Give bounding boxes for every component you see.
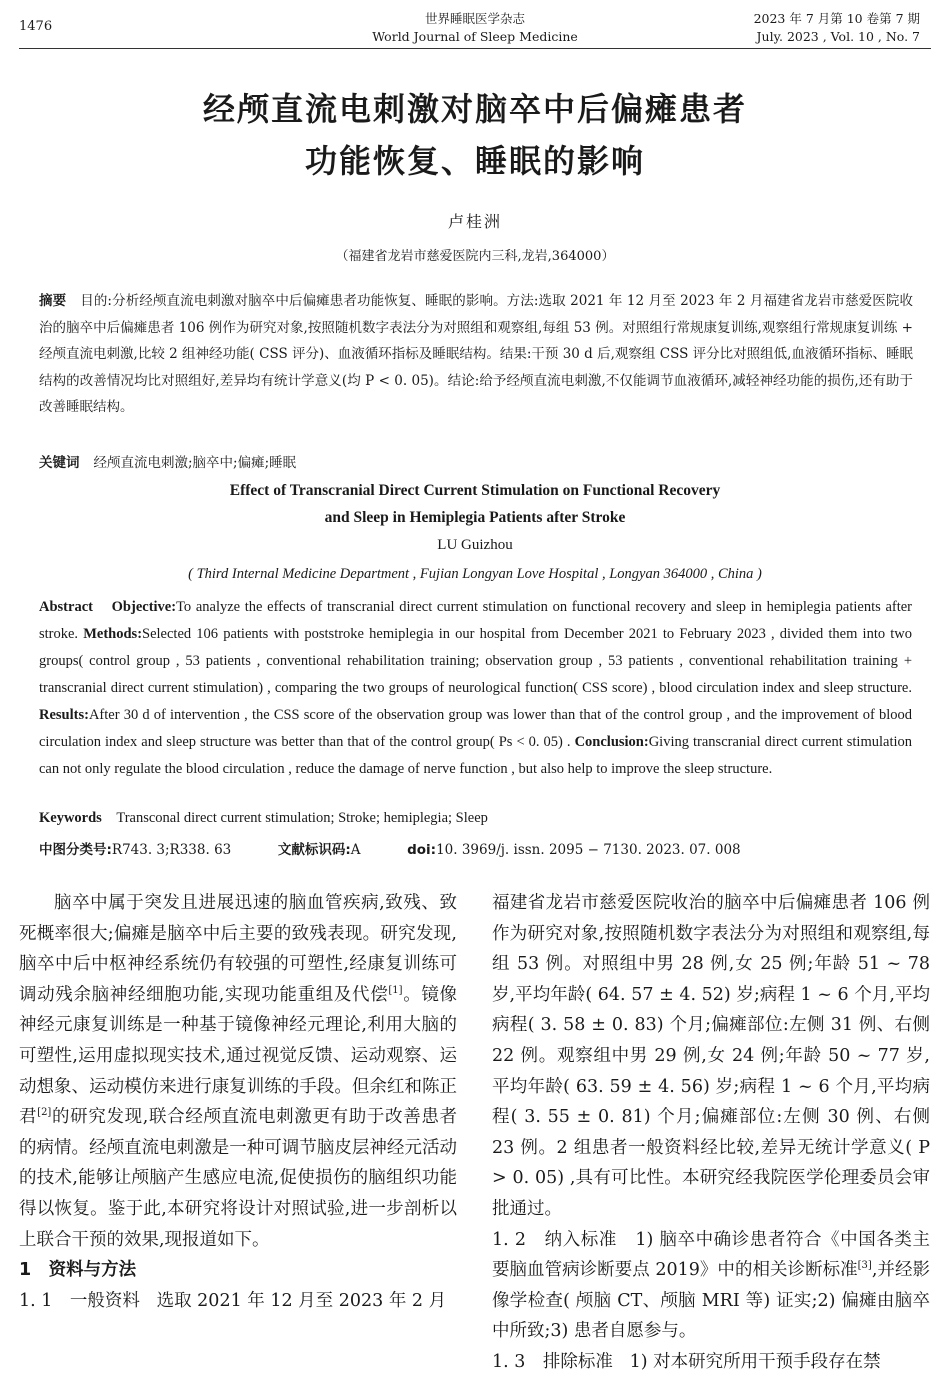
title-cn-line2: 功能恢复、睡眠的影响: [304, 142, 645, 180]
abstract-cn-text: 目的:分析经颅直流电刺激对脑卒中后偏瘫患者功能恢复、睡眠的影响。方法:选取 2021 年 12 月至 2023 年 2 月福建省龙岩市慈爱医院收治的脑卒中后偏瘫患者 106 例作为研究对象,按照随机数字表法分为对照组和观察组,每组 53 例。对照组行常规康复训练,观察组行常规康复训练 + 经颅直流电刺激,比较 2 组神经功能( CSS 评分)、血液循环指标及睡眠结构。结果:干预 30 d 后,观察组 CSS 评分比对照组低,血液循环指标、睡眠结构的改善情况均比对照组好,差异均有统计学意义(均 P < 0. 05)。结论:给予经颅直流电刺激,不仅能调节血液循环,减轻神经功能的损伤,还有助于改善睡眠结构。: [39, 293, 914, 415]
clc-value: R743. 3;R338. 63: [111, 842, 232, 858]
subsection-1-1: [19, 1286, 457, 1317]
ref-2: [2]: [37, 1107, 52, 1119]
subsection-1-2: [492, 1225, 930, 1347]
clc-label: 中图分类号:: [39, 842, 112, 858]
intro-text-a: 脑卒中属于突发且进展迅速的脑血管疾病,致残、致死概率很大;偏瘫是脑卒中后主要的致残表现。研究发现,脑卒中后中枢神经系统仍有较强的可塑性,经康复训练可调动残余脑神经细胞功能,实现功能重组及代偿: [19, 893, 457, 1005]
abstract-en-label: Abstract: [39, 599, 93, 615]
journal-name-cn: 世界睡眠医学杂志: [424, 11, 525, 26]
journal-name-en: World Journal of Sleep Medicine: [372, 29, 578, 44]
keywords-en-text: Transconal direct current stimulation; Stroke; hemiplegia; Sleep: [116, 810, 488, 826]
affiliation-cn: （福建省龙岩市慈爱医院内三科,龙岩,364000）: [335, 249, 615, 264]
affiliation-en: ( Third Internal Medicine Department , Fujian Longyan Love Hospital , Longyan 364000 , China ): [188, 566, 762, 582]
doi-value: 10. 3969/j. issn. 2095 − 7130. 2023. 07. 008: [436, 842, 741, 858]
subsection-1-2-text-b: ,并经影像学检查( 颅脑 CT、颅脑 MRI 等) 证实;2) 偏瘫由脑卒中所致;3) 患者自愿参与。: [492, 1260, 930, 1342]
keywords-cn-text: 经颅直流电刺激;脑卒中;偏瘫;睡眠: [93, 455, 297, 471]
subsection-1-2-label: 1. 2 纳入标准: [492, 1229, 617, 1250]
classification-line: [39, 838, 741, 858]
results-label: Results:: [39, 707, 89, 723]
abstract-cn-label: 摘要: [39, 293, 67, 309]
objective-label: Objective:: [111, 599, 177, 615]
keywords-cn: [39, 451, 296, 475]
intro-text-c: 的研究发现,联合经颅直流电刺激更有助于改善患者的病情。经颅直流电刺激是一种可调节脑皮层神经元活动的技术,能够让颅脑产生感应电流,促使损伤的脑组织功能得以恢复。鉴于此,本研究将设计对照试验,进一步剖析以上联合干预的效果,现报道如下。: [19, 1107, 458, 1250]
intro-text-b: 。镜像神经元康复训练是一种基于镜像神经元理论,利用大脑的可塑性,运用虚拟现实技术,通过视觉反馈、运动观察、运动想象、运动模仿来进行康复训练的手段。但余红和陈正君: [19, 984, 458, 1128]
page-number: 1476: [19, 19, 53, 34]
title-en-line2: and Sleep in Hemiplegia Patients after Stroke: [324, 509, 626, 526]
issue-info: [754, 10, 920, 46]
title-cn-line1: 经颅直流电刺激对脑卒中后偏瘫患者: [202, 90, 747, 128]
abstract-cn: [39, 288, 913, 421]
methods-label: Methods:: [83, 626, 143, 642]
general-data-paragraph: 福建省龙岩市慈爱医院收治的脑卒中后偏瘫患者 106 例作为研究对象,按照随机数字表法分为对照组和观察组,每组 53 例。对照组中男 28 例,女 25 例;年龄 51 ~ 78 岁,平均年龄( 64. 57 ± 4. 52) 岁;病程 1 ~ 6 个月,平均病程( 3. 58 ± 0. 83) 个月;偏瘫部位:左侧 31 例、右侧 22 例。观察组中男 29 例,女 24 例;年龄 50 ~ 77 岁,平均年龄( 63. 59 ± 4. 56) 岁;病程 1 ~ 6 个月,平均病程( 3. 55 ± 0. 81) 个月;偏瘫部位:左侧 30 例、右侧 23 例。2 组患者一般资料经比较,差异无统计学意义( P > 0. 05) ,具有可比性。本研究经我院医学伦理委员会审批通过。: [492, 893, 930, 1219]
doi-label: doi:: [407, 842, 437, 858]
section-1-heading: 1 资料与方法: [19, 1260, 137, 1281]
issue-info-cn: 2023 年 7 月第 10 卷第 7 期: [753, 11, 920, 26]
subsection-1-3-text: 1) 对本研究所用干预手段存在禁: [629, 1351, 881, 1372]
body-left-column: [19, 888, 457, 1316]
abstract-en: [39, 594, 912, 783]
author-en: LU Guizhou: [437, 537, 513, 553]
keywords-en-label: Keywords: [39, 810, 102, 826]
subsection-1-3-label: 1. 3 排除标准: [492, 1351, 613, 1372]
title-en-line1: Effect of Transcranial Direct Current Stimulation on Functional Recovery: [229, 482, 721, 499]
doc-code-label: 文献标识码:: [277, 842, 351, 858]
journal-name: [300, 10, 650, 46]
ref-3: [3]: [857, 1260, 872, 1272]
methods-text: Selected 106 patients with poststroke hemiplegia in our hospital from December 2021 to February 2023 , divided them into two groups( control group , 53 patients , conventional rehabilitation training; observation group , 53 patients , conventional rehabilitation training + transcranial direct current stimulation) , comparing the two groups of neurological function( CSS score) , blood circulation index and sleep structure.: [39, 626, 913, 696]
intro-paragraph: [19, 888, 457, 1255]
results-text: After 30 d of intervention , the CSS score of the observation group was lower than that of the control group , and the improvement of blood circulation index and sleep structure was better than that of the control group( Ps < 0. 05) .: [39, 707, 912, 750]
header-rule: [19, 48, 931, 49]
objective-text: To analyze the effects of transcranial direct current stimulation on functional recovery and sleep in hemiplegia patients after stroke.: [39, 599, 913, 642]
conclusion-text: Giving transcranial direct current stimulation can not only regulate the blood circulation , reduce the damage of nerve function , but also help to improve the sleep structure.: [39, 734, 913, 777]
subsection-1-1-text: 选取 2021 年 12 月至 2023 年 2 月: [156, 1290, 447, 1311]
ref-1: [1]: [388, 984, 403, 996]
author-cn: 卢桂洲: [447, 212, 502, 231]
subsection-1-1-label: 1. 1 一般资料: [19, 1290, 140, 1311]
keywords-en: [39, 810, 488, 827]
subsection-1-2-text-a: 1) 脑卒中确诊患者符合《中国各类主要脑血管病诊断要点 2019》中的相关诊断标准: [492, 1229, 930, 1281]
conclusion-label: Conclusion:: [574, 734, 649, 750]
issue-info-en: July. 2023 , Vol. 10 , No. 7: [756, 29, 920, 44]
doc-code-value: A: [350, 842, 361, 858]
subsection-1-3: [492, 1347, 930, 1378]
keywords-cn-label: 关键词: [39, 455, 80, 471]
body-right-column: [492, 888, 930, 1378]
